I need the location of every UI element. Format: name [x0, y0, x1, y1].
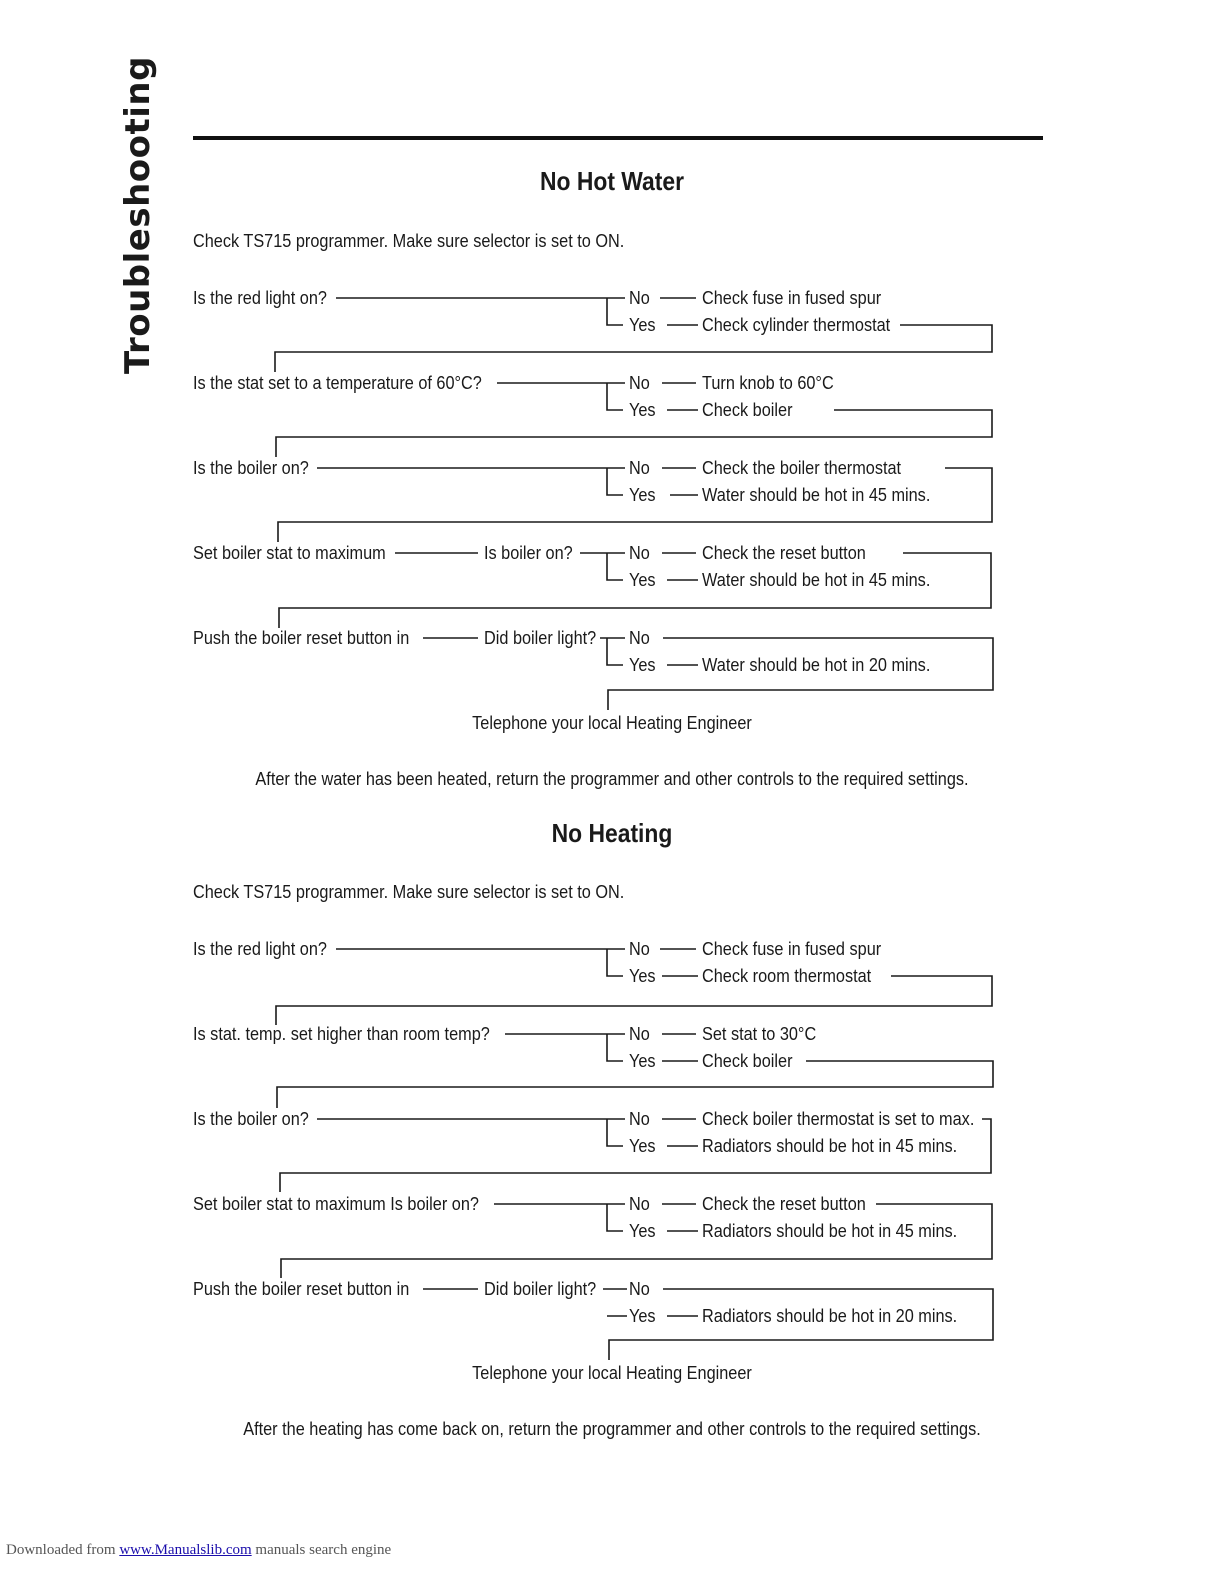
- hw-q4-no-action: Check the reset button: [702, 542, 866, 563]
- hw-q3-yes: Yes: [629, 484, 656, 505]
- hw-q2-yes: Yes: [629, 399, 656, 420]
- hot-water-title: No Hot Water: [539, 166, 685, 196]
- hw-final-step: Telephone your local Heating Engineer: [472, 712, 752, 733]
- download-footer: [6, 1542, 391, 1559]
- hw-closing-note: After the water has been heated, return the programmer and other controls to the required settings.: [255, 768, 969, 789]
- ht-q5-yes: Yes: [629, 1305, 656, 1326]
- ht-q4: Set boiler stat to maximum Is boiler on?: [193, 1193, 479, 1214]
- ht-closing-note: After the heating has come back on, return the programmer and other controls to the required settings.: [243, 1418, 981, 1439]
- ht-q3-yes-action: Radiators should be hot in 45 mins.: [702, 1135, 958, 1156]
- ht-q2: Is stat. temp. set higher than room temp?: [193, 1023, 490, 1044]
- ht-q5b: Did boiler light?: [484, 1278, 597, 1299]
- ht-q2-no-action: Set stat to 30°C: [702, 1023, 817, 1044]
- hw-q4-no: No: [629, 542, 650, 563]
- ht-q2-yes-action: Check boiler: [702, 1050, 793, 1071]
- hw-q5: Push the boiler reset button in: [193, 627, 410, 648]
- ht-q5-no: No: [629, 1278, 650, 1299]
- ht-q1: Is the red light on?: [193, 938, 327, 959]
- hw-q4: Set boiler stat to maximum: [193, 542, 386, 563]
- ht-q3-yes: Yes: [629, 1135, 656, 1156]
- hw-q1-no: No: [629, 287, 650, 308]
- hw-q5-yes: Yes: [629, 654, 656, 675]
- hw-q2: Is the stat set to a temperature of 60°C?: [193, 372, 482, 393]
- hw-q1-yes: Yes: [629, 314, 656, 335]
- footer-prefix: Downloaded from: [6, 1542, 116, 1558]
- header-rule: [193, 136, 1043, 140]
- hw-q3-no: No: [629, 457, 650, 478]
- ht-q5: Push the boiler reset button in: [193, 1278, 410, 1299]
- hw-q5-yes-action: Water should be hot in 20 mins.: [702, 654, 931, 675]
- ht-q4-no-action: Check the reset button: [702, 1193, 866, 1214]
- hw-q1-yes-action: Check cylinder thermostat: [702, 314, 891, 335]
- hw-q3: Is the boiler on?: [193, 457, 309, 478]
- ht-q4-yes-action: Radiators should be hot in 45 mins.: [702, 1220, 958, 1241]
- hw-q3-yes-action: Water should be hot in 45 mins.: [702, 484, 931, 505]
- hw-q1: Is the red light on?: [193, 287, 327, 308]
- hw-q1-no-action: Check fuse in fused spur: [702, 287, 882, 308]
- ht-final-step: Telephone your local Heating Engineer: [472, 1362, 752, 1383]
- ht-q5-yes-action: Radiators should be hot in 20 mins.: [702, 1305, 958, 1326]
- hw-q3-no-action: Check the boiler thermostat: [702, 457, 902, 478]
- section-side-title: Troubleshooting: [118, 56, 158, 374]
- ht-q1-yes: Yes: [629, 965, 656, 986]
- hw-q2-no: No: [629, 372, 650, 393]
- ht-q2-yes: Yes: [629, 1050, 656, 1071]
- heating-title: No Heating: [551, 818, 673, 848]
- hot-water-intro: Check TS715 programmer. Make sure selector is set to ON.: [193, 230, 625, 251]
- ht-q3-no: No: [629, 1108, 650, 1129]
- footer-suffix: manuals search engine: [255, 1542, 392, 1558]
- hw-q5b: Did boiler light?: [484, 627, 597, 648]
- ht-q1-yes-action: Check room thermostat: [702, 965, 872, 986]
- hw-q4-yes: Yes: [629, 569, 656, 590]
- ht-q4-no: No: [629, 1193, 650, 1214]
- hw-q2-yes-action: Check boiler: [702, 399, 793, 420]
- ht-q1-no: No: [629, 938, 650, 959]
- ht-q4-yes: Yes: [629, 1220, 656, 1241]
- ht-q1-no-action: Check fuse in fused spur: [702, 938, 882, 959]
- heating-intro: Check TS715 programmer. Make sure selector is set to ON.: [193, 881, 625, 902]
- manualslib-link[interactable]: www.Manualslib.com: [119, 1542, 252, 1558]
- ht-q3-no-action: Check boiler thermostat is set to max.: [702, 1108, 975, 1129]
- hw-q4b: Is boiler on?: [484, 542, 573, 563]
- hw-q4-yes-action: Water should be hot in 45 mins.: [702, 569, 931, 590]
- ht-q3: Is the boiler on?: [193, 1108, 309, 1129]
- hw-q5-no: No: [629, 627, 650, 648]
- ht-q2-no: No: [629, 1023, 650, 1044]
- hw-q2-no-action: Turn knob to 60°C: [702, 372, 834, 393]
